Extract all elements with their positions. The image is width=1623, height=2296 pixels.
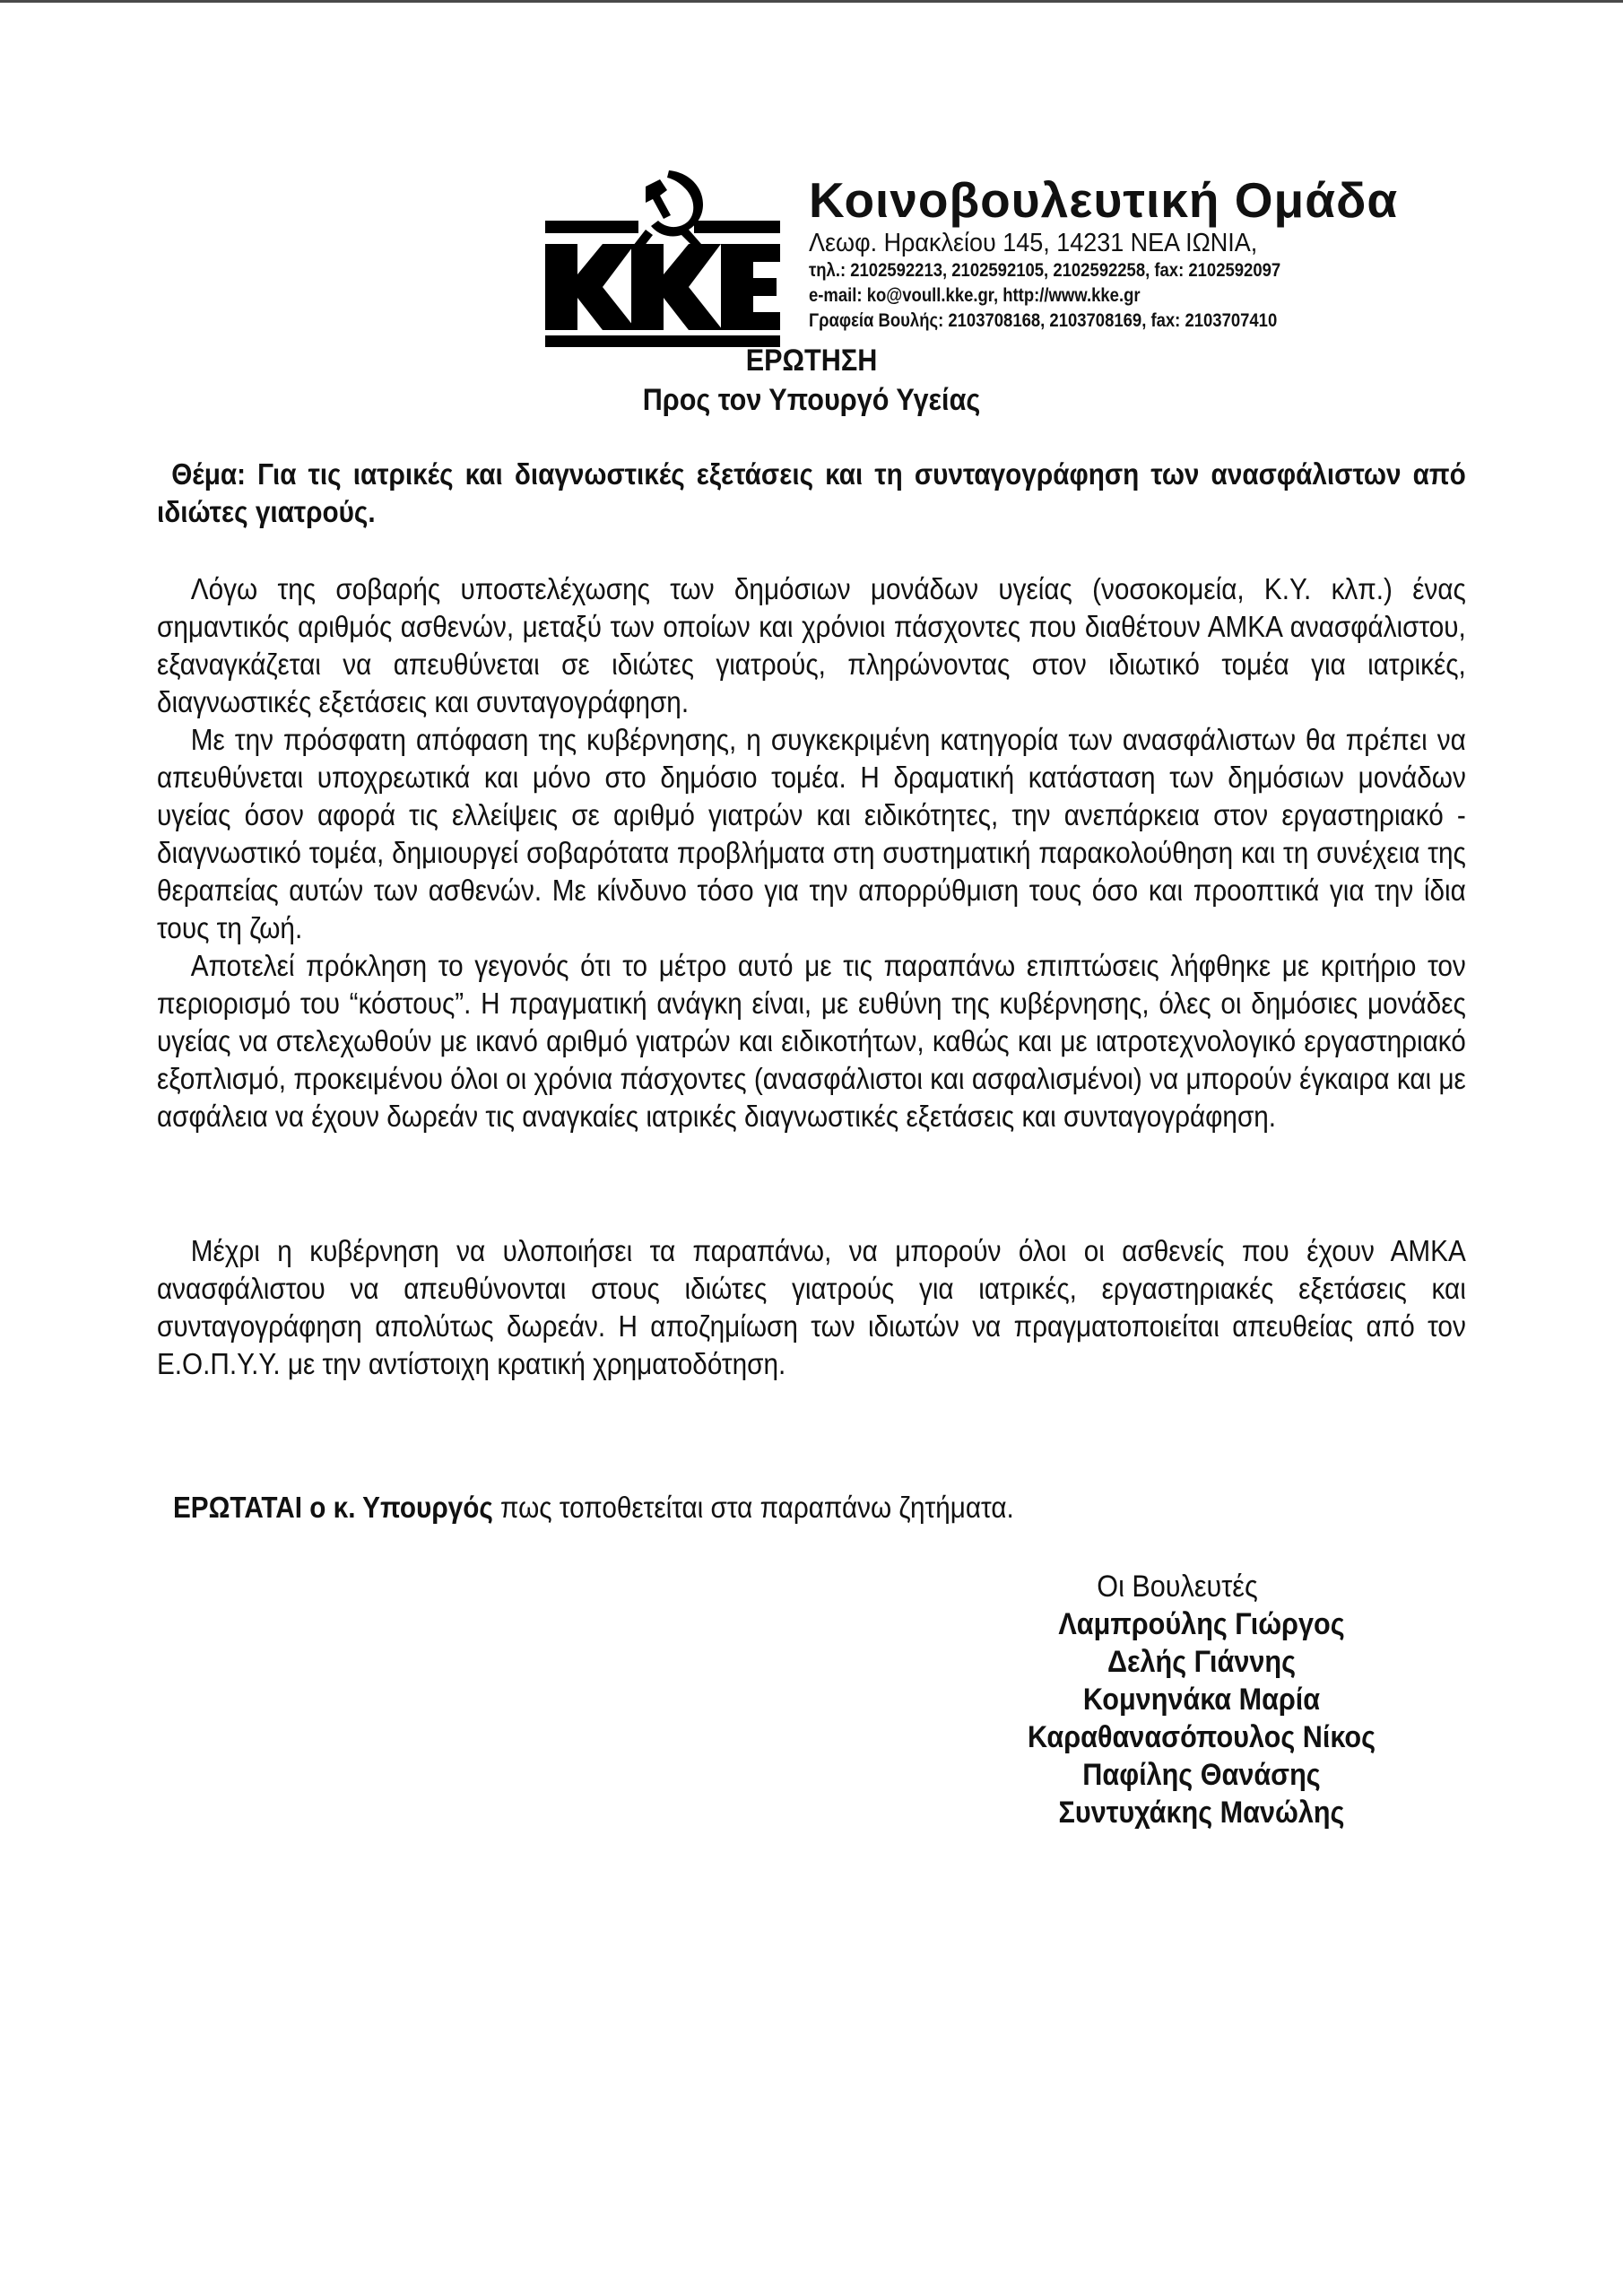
org-header xyxy=(809,172,1454,334)
document-body xyxy=(157,570,1466,1135)
org-title: Κοινοβουλευτική Ομάδα xyxy=(809,172,1399,228)
signatory: Συντυχάκης Μανώλης xyxy=(1058,1796,1345,1830)
paragraph: Μέχρι η κυβέρνηση να υλοποιήσει τα παραπάνω, να μπορούν όλοι οι ασθενείς που έχουν ΑΜΚΑ ανασφάλιστου να απευθύνονται στους ιδιώτες γιατρούς για ιατρικές, εργαστηριακές εξετάσεις και συνταγογράφηση απολύτως δωρεάν. Η αποζημίωση των ιδιωτών να πραγματοποιείται απευθείας από τον Ε.Ο.Π.Υ.Υ. με την αντίστοιχη κρατική χρηματοδότηση. xyxy=(157,1234,1466,1380)
question-line xyxy=(173,1489,1482,1526)
document-recipient: Προς τον Υπουργό Υγείας xyxy=(642,383,981,417)
org-parliament-offices: Γραφεία Βουλής: 2103708168, 2103708169, fax: 2103707410 xyxy=(809,310,1278,331)
document-body-final xyxy=(157,1232,1466,1383)
page-top-border xyxy=(0,0,1623,3)
hammer-sickle-icon xyxy=(633,170,703,251)
signatory: Παφίλης Θανάσης xyxy=(1082,1758,1321,1792)
document-subject xyxy=(157,456,1466,531)
document-type: ΕΡΩΤΗΣΗ xyxy=(745,344,878,378)
paragraph: Αποτελεί πρόκληση το γεγονός ότι το μέτρο αυτό με τις παραπάνω επιπτώσεις λήφθηκε με κριτήριο τον περιορισμό του “κόστους”. Η πραγματική ανάγκη είναι, με ευθύνη της κυβέρνησης, όλες οι δημόσιες μονάδες υγείας να στελεχωθούν με ικανό αριθμό γιατρών και ειδικοτήτων, καθώς και με ιατροτεχνολογικό εργαστηριακό εξοπλισμό, προκειμένου όλοι οι χρόνια πάσχοντες (ανασφάλιστοι και ασφαλισμένοι) να μπορούν έγκαιρα και με ασφάλεια να έχουν δωρεάν τις αναγκαίες ιατρικές διαγνωστικές εξετάσεις και συνταγογράφηση. xyxy=(157,949,1466,1133)
subject-text: Θέμα: Για τις ιατρικές και διαγνωστικές εξετάσεις και τη συνταγογράφηση των ανασφάλιστων από ιδιώτες γιατρούς. xyxy=(157,457,1466,528)
signatory: Κομνηνάκα Μαρία xyxy=(1082,1683,1321,1717)
signatory: Δελής Γιάννης xyxy=(1107,1645,1297,1679)
signatures-label: Οι Βουλευτές xyxy=(1097,1570,1258,1604)
org-address: Λεωφ. Ηρακλείου 145, 14231 ΝΕΑ ΙΩΝΙΑ, xyxy=(809,229,1258,257)
question-bold: ΕΡΩΤΑΤΑΙ ο κ. Υπουργός xyxy=(173,1491,493,1524)
kke-logo xyxy=(545,163,780,347)
paragraph: Λόγω της σοβαρής υποστελέχωσης των δημόσιων μονάδων υγείας (νοσοκομεία, Κ.Υ. κλπ.) ένας σημαντικός αριθμός ασθενών, μεταξύ των οποίων και χρόνιοι πάσχοντες που διαθέτουν ΑΜΚΑ ανασφάλιστου, εξαναγκάζεται να απευθύνεται σε ιδιώτες γιατρούς, πληρώνοντας στον ιδιωτικό τομέα για ιατρικές, διαγνωστικές εξετάσεις και συνταγογράφηση. xyxy=(157,572,1466,718)
signatory: Λαμπρούλης Γιώργος xyxy=(1058,1607,1345,1641)
question-rest: πως τοποθετείται στα παραπάνω ζητήματα. xyxy=(492,1491,1014,1524)
org-email-web: e-mail: ko@voull.kke.gr, http://www.kke.gr xyxy=(809,285,1141,306)
signatures xyxy=(976,1568,1428,1831)
paragraph: Με την πρόσφατη απόφαση της κυβέρνησης, η συγκεκριμένη κατηγορία των ανασφάλιστων θα πρέπει να απευθύνεται υποχρεωτικά και μόνο στο δημόσιο τομέα. Η δραματική κατάσταση των δημόσιων μονάδων υγείας όσον αφορά τις ελλείψεις σε αριθμό γιατρών και ειδικότητες, την ανεπάρκεια στον εργαστηριακό - διαγνωστικό τομέα, δημιουργεί σοβαρότατα προβλήματα στη συστηματική παρακολούθηση και τη συνέχεια της θεραπείας αυτών των ασθενών. Με κίνδυνο τόσο για την απορρύθμιση τους όσο και προοπτικά για την ίδια τους τη ζωή. xyxy=(157,723,1466,944)
org-phones: τηλ.: 2102592213, 2102592105, 2102592258, fax: 2102592097 xyxy=(809,260,1281,281)
signatory: Καραθανασόπουλος Νίκος xyxy=(1028,1720,1376,1754)
